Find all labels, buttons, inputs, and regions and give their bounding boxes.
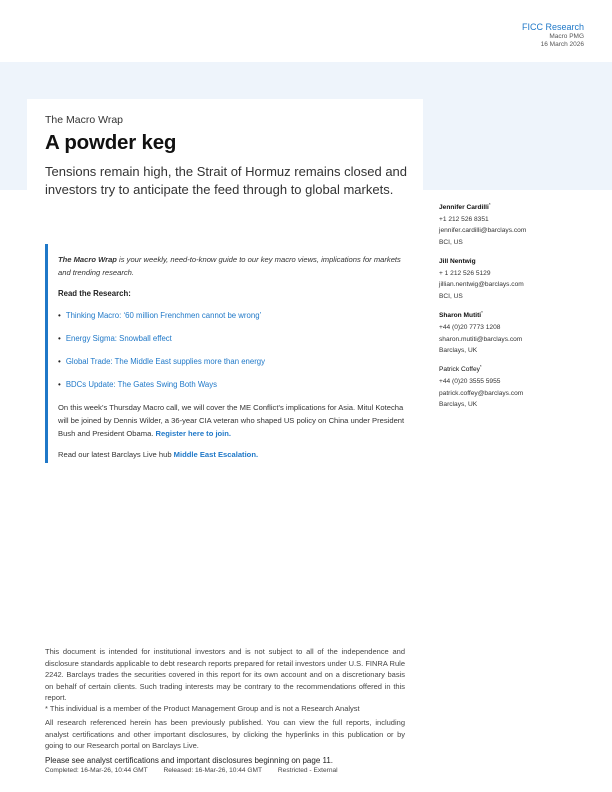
contact-list — [439, 199, 589, 415]
hub-link[interactable]: Middle East Escalation. — [173, 450, 259, 459]
contact-card — [439, 199, 589, 249]
research-link[interactable]: • Global Trade: The Middle East supplies more than energy — [58, 357, 266, 366]
page-subtitle: Tensions remain high, the Strait of Hormuz remains closed and investors try to anticipate the feed through to global markets. — [45, 164, 408, 197]
completed-timestamp: Completed: 16-Mar-26, 10:44 GMT — [45, 767, 148, 774]
contact-phone: +44 (0)20 3555 5955 — [439, 377, 501, 385]
bullet-icon: • — [58, 334, 61, 343]
page-title: A powder keg — [45, 131, 177, 154]
contact-entity: BCI, US — [439, 293, 463, 301]
contact-phone: +44 (0)20 7773 1208 — [439, 323, 501, 331]
series-name: The Macro Wrap — [45, 114, 123, 126]
division-label: FICC Research — [521, 22, 584, 32]
contact-card — [439, 361, 589, 411]
team-label: Macro PMG — [549, 33, 584, 41]
read-research-heading: Read the Research: — [58, 289, 131, 298]
bullet-icon: • — [58, 311, 61, 320]
contact-name: Jennifer Cardilli* — [439, 202, 491, 212]
intro-text: The Macro Wrap is your weekly, need-to-know guide to our key macro views, implications for markets and trending research. — [58, 255, 401, 277]
bullet-icon: • — [58, 380, 61, 389]
contact-name: Patrick Coffey* — [439, 364, 482, 374]
research-link[interactable]: • BDCs Update: The Gates Swing Both Ways — [58, 380, 218, 389]
contact-email[interactable]: jillian.nentwig@barclays.com — [439, 281, 524, 289]
research-link[interactable]: • Thinking Macro: ‘60 million Frenchmen cannot be wrong’ — [58, 311, 262, 320]
report-date: 16 March 2026 — [540, 41, 584, 49]
contact-email[interactable]: jennifer.cardilli@barclays.com — [439, 227, 527, 235]
contact-email[interactable]: sharon.mutiti@barclays.com — [439, 335, 523, 343]
disclaimer-text: This document is intended for institutional investors and is not subject to all of the independence and disclosure standards applicable to debt research reports prepared for retail investors under U.S. FINRA Rule 2242. Barclays trades the securities covered in this report for its own account and on a discretionary basis on behalf of certain clients. Such trading interests may be contrary to the recommendations offered in this report. — [45, 647, 405, 703]
research-link[interactable]: • Energy Sigma: Snowball effect — [58, 334, 172, 343]
macro-call-paragraph: On this week’s Thursday Macro call, we will cover the ME Conflict’s implications for Asia. Mitul Kotecha will be joined by Dennis Wilder, a 36-year CIA veteran who shaped US policy on China under President Bush and President Obama. Register here to join. — [58, 403, 405, 438]
published-note: All research referenced herein has been previously published. You can view the full reports, including analyst certifications and other important disclosures, by clicking the hyperlinks in this publication or by going to our Research portal on Barclays Live. — [45, 718, 405, 751]
register-link[interactable]: Register here to join. — [155, 428, 232, 438]
contact-entity: Barclays, UK — [439, 347, 478, 355]
bullet-icon: • — [58, 357, 61, 366]
disclosures-notice: Please see analyst certifications and important disclosures beginning on page 11. — [45, 756, 334, 765]
classification-label: Restricted - External — [277, 767, 338, 774]
status-row — [45, 767, 352, 774]
released-timestamp: Released: 16-Mar-26, 10:44 GMT — [163, 767, 263, 774]
contact-email[interactable]: patrick.coffey@barclays.com — [439, 389, 524, 397]
contact-entity: Barclays, UK — [439, 401, 478, 409]
contact-entity: BCI, US — [439, 238, 463, 246]
report-header — [522, 22, 584, 50]
analyst-note: * This individual is a member of the Product Management Group and is not a Research Analyst — [45, 704, 360, 713]
contact-card — [439, 307, 589, 357]
contact-name: Jill Nentwig — [439, 258, 476, 266]
research-box — [45, 244, 410, 463]
hub-paragraph: Read our latest Barclays Live hub Middle East Escalation. — [58, 450, 259, 459]
contact-phone: + 1 212 526 5129 — [439, 269, 491, 277]
contact-name: Sharon Mutiti* — [439, 310, 483, 320]
contact-phone: +1 212 526 8351 — [439, 215, 489, 223]
contact-card — [439, 253, 589, 303]
